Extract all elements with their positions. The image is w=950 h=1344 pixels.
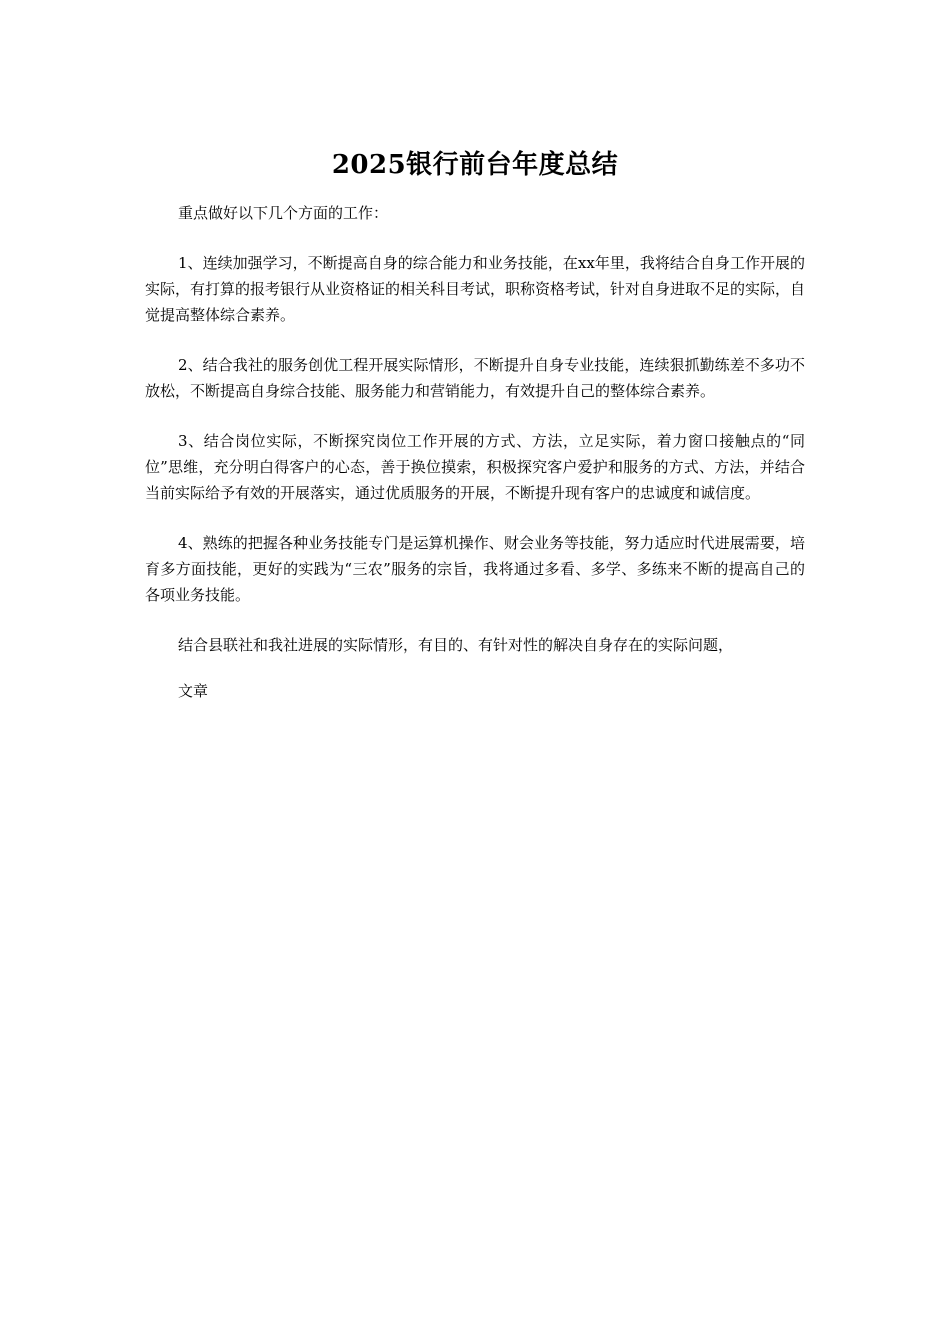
paragraph-item-3: 3、结合岗位实际，不断探究岗位工作开展的方式、方法，立足实际，着力窗口接触点的“同位”思维，充分明白得客户的心态，善于换位摸索，积极探究客户爱护和服务的方式、方法，并结合当前实际给予有效的开展落实，通过优质服务的开展，不断提升现有客户的忠诚度和诚信度。 [145,432,805,502]
document-body [145,200,805,728]
paragraph-item-2: 2、结合我社的服务创优工程开展实际情形，不断提升自身专业技能，连续狠抓勤练差不多功不放松，不断提高自身综合技能、服务能力和营销能力，有效提升自己的整体综合素养。 [145,356,805,400]
paragraph-intro: 重点做好以下几个方面的工作： [178,204,389,222]
paragraph-item-4: 4、熟练的把握各种业务技能专门是运算机操作、财会业务等技能，努力适应时代进展需要，培育多方面技能，更好的实践为“三农”服务的宗旨，我将通过多看、多学、多练来不断的提高自己的各项业务技能。 [145,534,805,604]
paragraph-trailing: 文章 [178,682,209,700]
document-title: 2025银行前台年度总结 [331,150,619,181]
paragraph-item-1: 1、连续加强学习，不断提高自身的综合能力和业务技能，在xx年里，我将结合自身工作开展的实际，有打算的报考银行从业资格证的相关科目考试，职称资格考试，针对自身进取不足的实际，自觉提高整体综合素养。 [145,254,806,324]
paragraph-conclusion: 结合县联社和我社进展的实际情形，有目的、有针对性的解决自身存在的实际问题， [178,636,734,654]
